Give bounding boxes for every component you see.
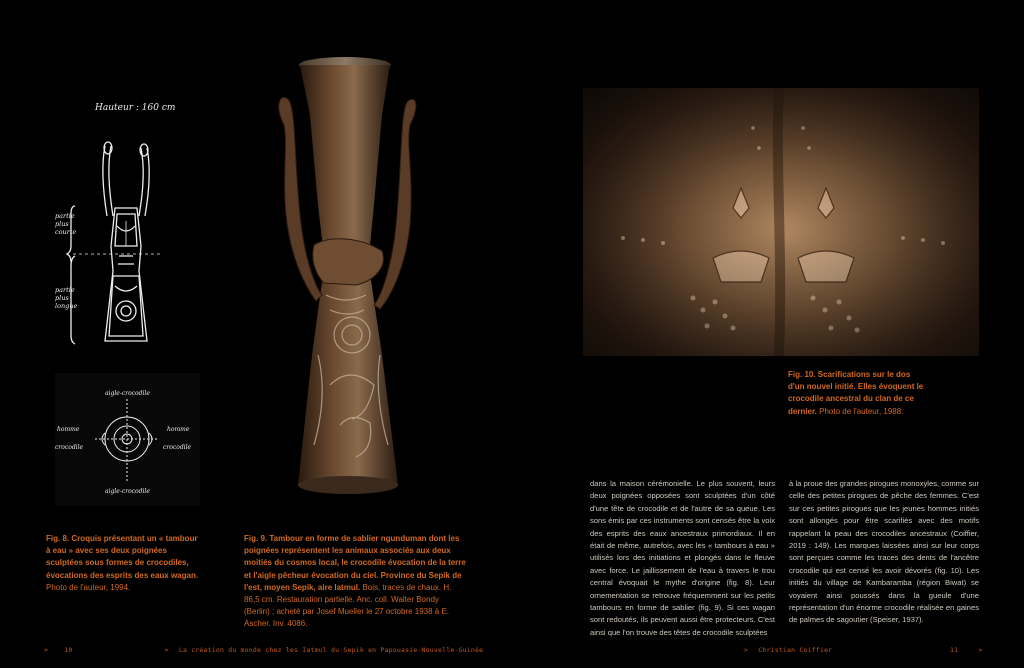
running-title: La création du monde chez les Iatmul du Sepik en Papouasie-Nouvelle-Guinée	[178, 646, 484, 654]
fig8-credit: Photo de l'auteur, 1994.	[46, 582, 131, 592]
drum-top-view-drawing	[55, 373, 200, 506]
fig9-caption-text: Fig. 9. Tambour en forme de sablier ngunduman dont les poignées représentent les animaux associés aux deux moitiés du cosmos local, le crocodile évocation de la terre et l'aigle pêcheur évocation du ciel. Province du Sepik de l'est, moyen Sepik, aire Iatmul.	[244, 534, 466, 592]
left-label-1: homme	[57, 426, 80, 433]
scarification-photo	[583, 88, 979, 356]
scarification-illustration	[583, 88, 979, 356]
bottom-label: aigle-crocodile	[105, 488, 150, 495]
author-name: Christian Coiffier	[758, 646, 833, 654]
right-label-2: crocodile	[163, 444, 192, 451]
hourglass-drum-illustration	[270, 55, 430, 500]
sketch-drum-elevation	[55, 96, 176, 360]
fig9-caption	[244, 533, 466, 631]
fig10-caption	[788, 369, 928, 418]
right-footer-arrow-2: >	[978, 646, 983, 654]
right-label-1: homme	[167, 426, 190, 433]
right-footer-arrow: >	[744, 646, 749, 654]
right-footer-author	[744, 646, 832, 654]
fig8-caption-text: Fig. 8. Croquis présentant un « tambour à eau » avec ses deux poignées sculptées sous formes de crocodiles, évocations des esprits des eaux wagan.	[46, 534, 199, 580]
fig10-credit: Photo de l'auteur, 1988.	[819, 406, 904, 416]
left-label-2: crocodile	[55, 444, 84, 451]
body-column-1: dans la maison cérémonielle. Le plus souvent, leurs deux poignées opposées sont sculptées d'un côté d'une tête de crocodile et de l'autre de sa queue. Les sons émis par ces instruments sont censés être la voix des esprits des eaux ancestraux primordiaux. Il en était de même, autrefois, avec les « tambours à eau » utilisés lors des initiations et plongés dans le fleuve avec force. Le jaillissement de l'eau à travers le trou central évoquait le mythe d'origine (fig. 8). Leur ornementation se retrouve fréquemment sur les petits tambours en forme de sablier (fig. 9). Si ces wagan sont redoutés, ils peuvent aussi être protecteurs. C'est ainsi que l'on trouve des têtes de crocodile sculptées	[590, 479, 775, 637]
height-label: Hauteur : 160 cm	[95, 103, 176, 113]
upper-label-3: courte	[55, 228, 77, 236]
left-footer	[44, 646, 484, 654]
fig8-caption	[46, 533, 201, 594]
right-footer-page	[950, 646, 982, 654]
carved-drum-photo	[270, 55, 430, 500]
upper-label-1: partie	[55, 212, 75, 220]
lower-label-2: plus	[55, 294, 69, 302]
left-footer-arrow-2: >	[164, 646, 169, 654]
fig10-caption-text: Fig. 10. Scarifications sur le dos d'un nouvel initié. Elles évoquent le crocodile ancestral du clan de ce dernier.	[788, 370, 924, 416]
right-page-number: 11	[950, 646, 959, 654]
left-page-number: 10	[64, 646, 73, 654]
fig9-credit: Bois, traces de chaux. H. 86,5 cm. Restauration partielle. Anc. coll. Walter Bondy (Berlin) ; acheté par Josef Mueller le 27 octobre 1938 à E. Ascher. Inv. 4086.	[244, 582, 452, 629]
body-column-2: à la proue des grandes pirogues monoxyles, comme sur celle des petites pirogues de pêche des femmes. C'est sur ces petites pirogues que les jeunes hommes initiés sont allongés pour être scarifiés avec des motifs rappelant la peau des crocodiles ancestraux (Coiffier, 2019 : 149). Les marques laissées ainsi sur leur corps sont perçues comme les traces des dents de l'ancêtre crocodile qui est censé les avoir dévorés (fig. 10). Les initiés du village de Kambaramba (région Biwat) se voyaient ainsi poussés dans la gueule d'une représentation d'un énorme crocodile réalisée en gaines de palmes de sagoutier (Speiser, 1937).	[789, 479, 979, 625]
sketch-drum-top-view	[55, 373, 200, 506]
top-label: aigle-crocodile	[105, 390, 150, 397]
lower-label-3: longue	[55, 302, 78, 310]
lower-label-1: partie	[55, 286, 75, 294]
drum-elevation-drawing	[55, 96, 176, 360]
upper-label-2: plus	[55, 220, 69, 228]
left-footer-arrow: >	[44, 646, 49, 654]
